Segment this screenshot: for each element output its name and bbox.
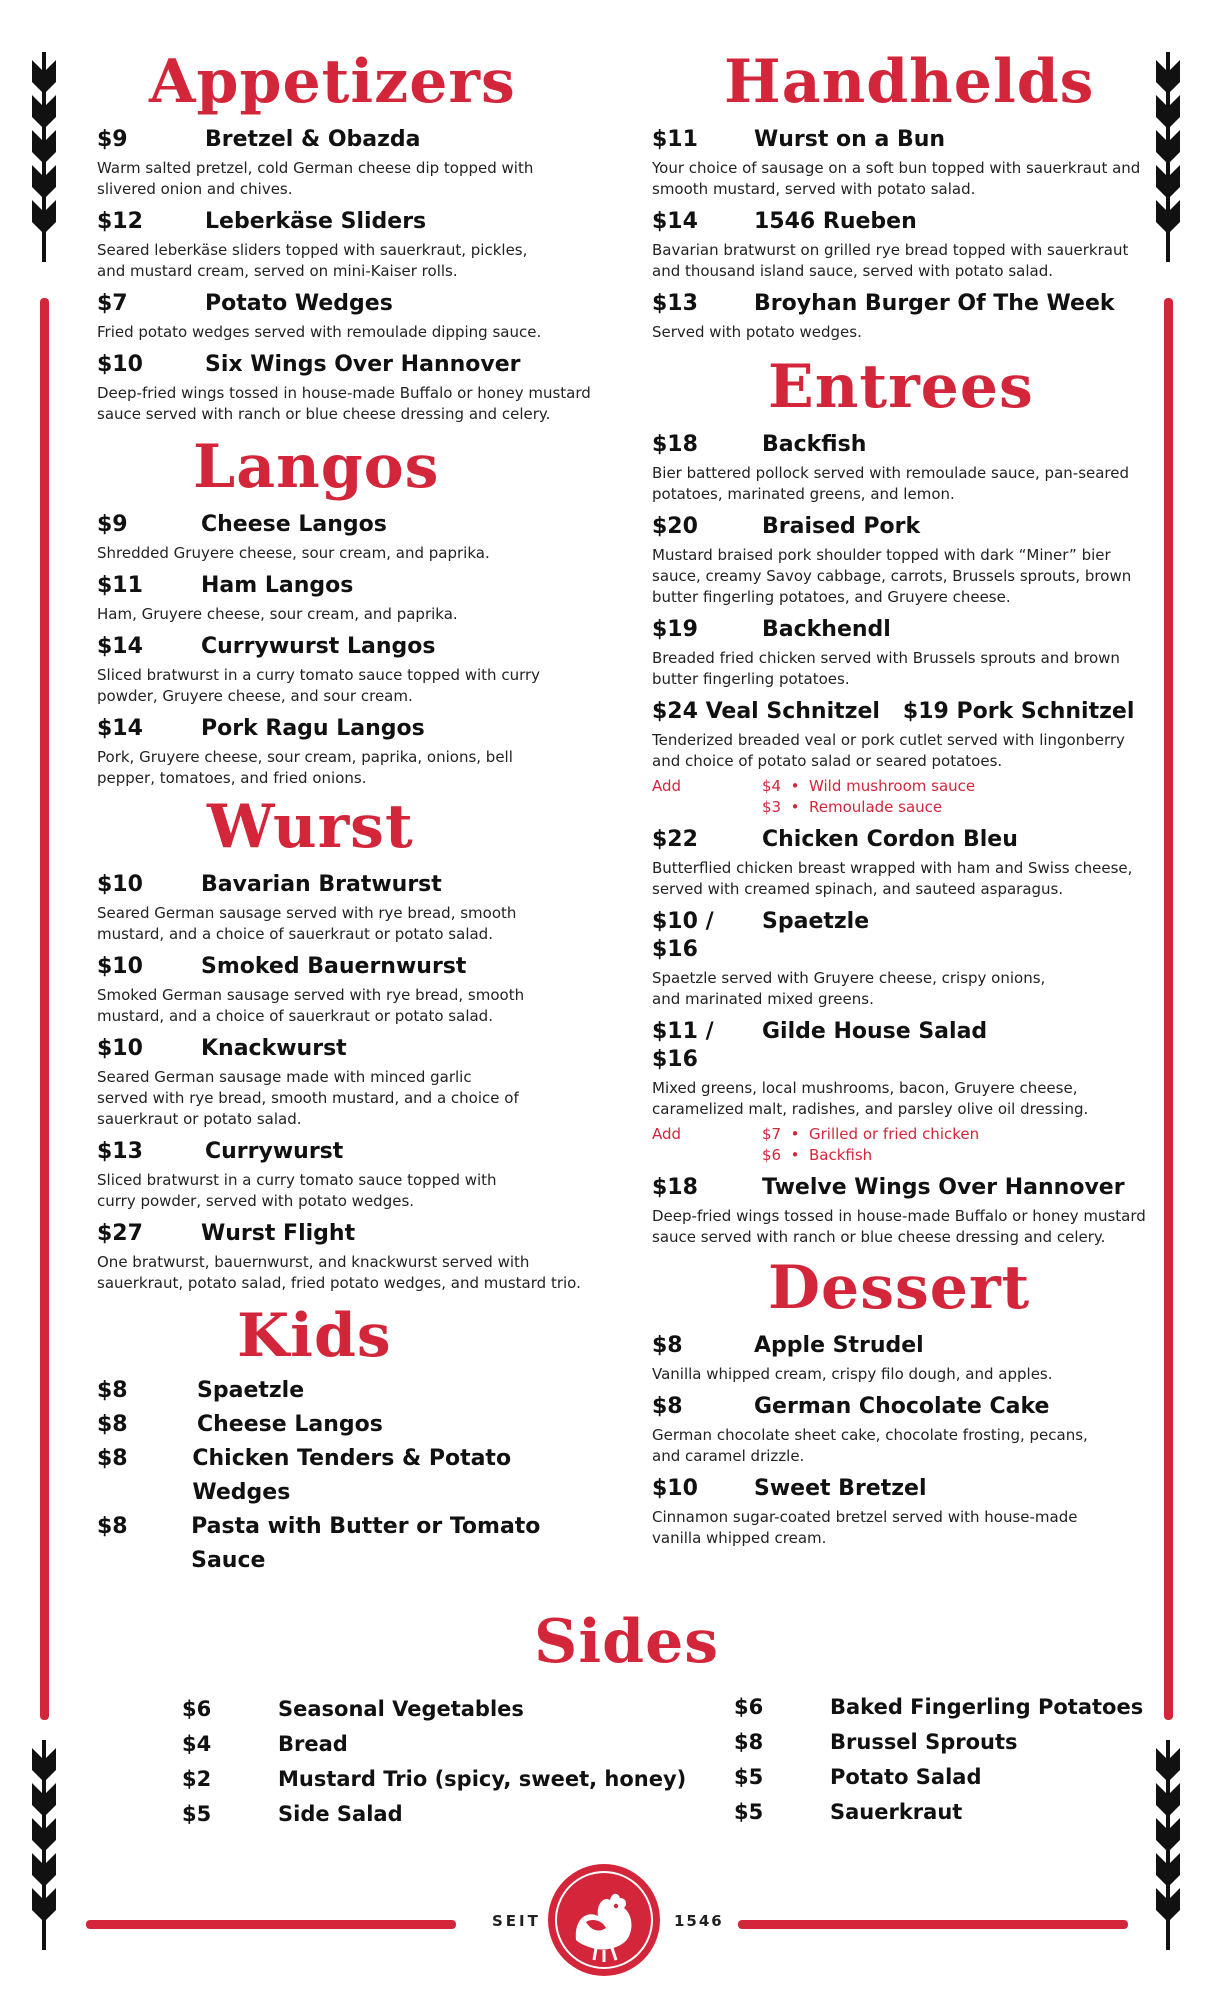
- menu-item: [652, 826, 1152, 900]
- item-desc: Sliced bratwurst in a curry tomato sauce topped with curry powder, Gruyere cheese, and sour cream.: [97, 666, 541, 705]
- menu-item: [97, 1138, 597, 1212]
- left-border-line: [40, 298, 49, 1720]
- item-name: 1546 Rueben: [754, 209, 917, 234]
- item-desc: Fried potato wedges served with remoulade dipping sauce.: [97, 323, 542, 341]
- item-name: Backfish: [762, 432, 867, 457]
- add-label: Add: [652, 1125, 682, 1143]
- item-price: $5: [182, 1802, 212, 1826]
- item-desc: Seared German sausage served with rye bread, smooth mustard, and a choice of sauerkraut or potato salad.: [97, 904, 517, 943]
- item-name: German Chocolate Cake: [754, 1394, 1050, 1419]
- menu-item: [652, 616, 1152, 690]
- item-name: Wurst on a Bun: [754, 127, 946, 152]
- item-desc: Smoked German sausage served with rye bread, smooth mustard, and a choice of sauerkraut or potato salad.: [97, 986, 525, 1025]
- item-desc: Bavarian bratwurst on grilled rye bread topped with sauerkraut and thousand island sauce, served with potato salad.: [652, 241, 1129, 280]
- item-name: Smoked Bauernwurst: [201, 954, 467, 979]
- item-desc: Pork, Gruyere cheese, sour cream, paprika, onions, bell pepper, tomatoes, and fried onions.: [97, 748, 513, 787]
- item-desc: Tenderized breaded veal or pork cutlet served with lingonberry and choice of potato salad or seared potatoes.: [652, 731, 1125, 770]
- item-desc: Mixed greens, local mushrooms, bacon, Gruyere cheese, caramelized malt, radishes, and parsley olive oil dressing.: [652, 1079, 1089, 1118]
- item-desc: Cinnamon sugar-coated bretzel served with house-made vanilla whipped cream.: [652, 1508, 1078, 1547]
- item-desc: Spaetzle served with Gruyere cheese, crispy onions, and marinated mixed greens.: [652, 969, 1046, 1008]
- side-item: [734, 1760, 1143, 1795]
- menu-item: [652, 208, 1152, 282]
- item-price: $22: [652, 827, 698, 852]
- footer-line-left: [86, 1920, 456, 1929]
- sides-left-list: [182, 1692, 686, 1832]
- item-desc: Served with potato wedges.: [652, 323, 862, 341]
- item-desc: Seared German sausage made with minced garlic served with rye bread, smooth mustard, and a choice of sauerkraut or potato salad.: [97, 1068, 519, 1128]
- item-price: $7: [97, 291, 128, 316]
- menu-item: [652, 1018, 1152, 1166]
- menu-item: [652, 513, 1152, 608]
- item-desc: Deep-fried wings tossed in house-made Buffalo or honey mustard sauce served with ranch or blue cheese dressing and celery.: [97, 384, 591, 423]
- item-name: Ham Langos: [201, 573, 354, 598]
- menu-item: [97, 351, 597, 425]
- item-price: $18: [652, 1175, 698, 1200]
- item-price: $11: [97, 573, 143, 598]
- menu-item: [652, 290, 1152, 343]
- addon-option: $4 • Wild mushroom sauce: [762, 777, 976, 795]
- kids-item: [97, 1374, 597, 1408]
- item-price: $4: [182, 1732, 212, 1756]
- menu-item: [97, 1220, 597, 1294]
- menu-item: [97, 633, 597, 707]
- item-price: $19: [652, 617, 698, 642]
- item-price: $8: [97, 1378, 128, 1403]
- menu-item: [97, 572, 597, 625]
- item-price: $12: [97, 209, 143, 234]
- item-name: Pork Ragu Langos: [201, 716, 425, 741]
- entrees-heading: Entrees: [768, 352, 1034, 422]
- item-price: $10 / $16: [652, 909, 714, 962]
- item-desc: Shredded Gruyere cheese, sour cream, and paprika.: [97, 544, 490, 562]
- addon-option: $6 • Backfish: [762, 1146, 873, 1164]
- item-name: Leberkäse Sliders: [205, 209, 427, 234]
- dessert-list: [652, 1332, 1152, 1549]
- item-name: Bretzel & Obazda: [205, 127, 421, 152]
- item-name: Brussel Sprouts: [830, 1730, 1018, 1754]
- item-price: $11: [652, 127, 698, 152]
- wurst-heading: Wurst: [207, 792, 414, 862]
- item-name: Spaetzle: [197, 1378, 305, 1403]
- item-name: Seasonal Vegetables: [278, 1697, 524, 1721]
- item-desc: Vanilla whipped cream, crispy filo dough, and apples.: [652, 1365, 1053, 1383]
- appetizers-heading: Appetizers: [149, 47, 516, 117]
- item-name: Mustard Trio (spicy, sweet, honey): [278, 1767, 687, 1791]
- handhelds-heading: Handhelds: [724, 47, 1095, 117]
- right-border-line: [1164, 298, 1173, 1720]
- item-price: $2: [182, 1767, 212, 1791]
- menu-item: [652, 431, 1152, 505]
- item-desc: Butterflied chicken breast wrapped with ham and Swiss cheese, served with creamed spinach, and sauteed asparagus.: [652, 859, 1133, 898]
- dessert-heading: Dessert: [768, 1253, 1031, 1323]
- item-name: Backhendl: [762, 617, 891, 642]
- item-price: $8: [97, 1412, 128, 1437]
- menu-item: [652, 1393, 1152, 1467]
- item-price: $27: [97, 1221, 143, 1246]
- item-price: $6: [182, 1697, 212, 1721]
- langos-heading: Langos: [193, 432, 440, 502]
- item-price: $13: [97, 1139, 143, 1164]
- item-desc: Breaded fried chicken served with Brussels sprouts and brown butter fingerling potatoes.: [652, 649, 1120, 688]
- item-name: Baked Fingerling Potatoes: [830, 1695, 1144, 1719]
- item-name: Pasta with Butter or Tomato Sauce: [191, 1514, 541, 1573]
- item-price: $8: [97, 1446, 128, 1471]
- kids-list: [97, 1374, 597, 1578]
- wheat-icon-top-left: [28, 52, 60, 262]
- item-desc: Seared leberkäse sliders topped with sauerkraut, pickles, and mustard cream, served on mini-Kaiser rolls.: [97, 241, 528, 280]
- sides-right-list: [734, 1690, 1143, 1830]
- wurst-list: [97, 871, 597, 1294]
- menu-item: [97, 126, 597, 200]
- side-item: [734, 1725, 1143, 1760]
- item-price: $5: [734, 1765, 764, 1789]
- item-price: $9: [97, 512, 128, 537]
- kids-item: [97, 1510, 597, 1578]
- item-name: Cheese Langos: [201, 512, 387, 537]
- item-desc: German chocolate sheet cake, chocolate frosting, pecans, and caramel drizzle.: [652, 1426, 1088, 1465]
- item-name: Wurst Flight: [201, 1221, 356, 1246]
- item-price: $14: [97, 634, 143, 659]
- item-name: Cheese Langos: [197, 1412, 383, 1437]
- menu-item: [97, 1035, 597, 1130]
- side-item: [182, 1797, 686, 1832]
- menu-item: [652, 1174, 1152, 1248]
- item-desc: Your choice of sausage on a soft bun topped with sauerkraut and smooth mustard, served with potato salad.: [652, 159, 1141, 198]
- item-name: Apple Strudel: [754, 1333, 924, 1358]
- side-item: [182, 1727, 686, 1762]
- item-name: Sweet Bretzel: [754, 1476, 927, 1501]
- entrees-list: [652, 431, 1152, 1248]
- menu-item: [97, 511, 597, 564]
- item-desc: Mustard braised pork shoulder topped with dark “Miner” bier sauce, creamy Savoy cabbage, carrots, Brussels sprouts, brown butter fingerling potatoes, and Gruyere cheese.: [652, 546, 1132, 606]
- menu-item: [97, 208, 597, 282]
- kids-item: [97, 1408, 597, 1442]
- item-name: Spaetzle: [762, 909, 870, 934]
- item-price: $10: [97, 352, 143, 377]
- addon-option: $3 • Remoulade sauce: [762, 798, 943, 816]
- appetizers-list: [97, 126, 597, 425]
- item-price: $8: [97, 1514, 128, 1539]
- item-name: Knackwurst: [201, 1036, 347, 1061]
- item-price: $18: [652, 432, 698, 457]
- wheat-icon-bottom-left: [28, 1740, 60, 1950]
- item-price: $10: [97, 872, 143, 897]
- item-name: Chicken Tenders & Potato Wedges: [192, 1446, 512, 1505]
- sides-heading: Sides: [534, 1607, 720, 1677]
- menu-item: [97, 871, 597, 945]
- menu-item: [652, 1332, 1152, 1385]
- item-name: Sauerkraut: [830, 1800, 963, 1824]
- item-name: Potato Wedges: [205, 291, 393, 316]
- item-price: $10: [97, 1036, 143, 1061]
- wheat-icon-top-right: [1152, 52, 1184, 262]
- salad-addons: [652, 1124, 1152, 1166]
- wheat-icon-bottom-right: [1152, 1740, 1184, 1950]
- kids-item: [97, 1442, 597, 1510]
- item-price: $8: [734, 1730, 764, 1754]
- item-price: $11 / $16: [652, 1019, 714, 1072]
- seit-label: SEIT: [492, 1912, 541, 1930]
- item-desc: Sliced bratwurst in a curry tomato sauce topped with curry powder, served with potato wedges.: [97, 1171, 497, 1210]
- item-name: Broyhan Burger Of The Week: [754, 291, 1115, 316]
- item-name: Currywurst Langos: [201, 634, 436, 659]
- item-name: Bread: [278, 1732, 348, 1756]
- kids-heading: Kids: [237, 1301, 392, 1371]
- item-price: $6: [734, 1695, 764, 1719]
- item-name: Currywurst: [205, 1139, 344, 1164]
- item-price: $20: [652, 514, 698, 539]
- item-price: $9: [97, 127, 128, 152]
- menu-item: [652, 1475, 1152, 1549]
- footer-line-right: [738, 1920, 1128, 1929]
- menu-item: [652, 126, 1152, 200]
- item-desc: Warm salted pretzel, cold German cheese dip topped with slivered onion and chives.: [97, 159, 534, 198]
- langos-list: [97, 511, 597, 789]
- item-desc: One bratwurst, bauernwurst, and knackwurst served with sauerkraut, potato salad, fried potato wedges, and mustard trio.: [97, 1253, 581, 1292]
- menu-item: [97, 290, 597, 343]
- side-item: [182, 1762, 686, 1797]
- side-item: [734, 1690, 1143, 1725]
- item-name: Twelve Wings Over Hannover: [762, 1175, 1125, 1200]
- item-desc: Deep-fried wings tossed in house-made Buffalo or honey mustard sauce served with ranch or blue cheese dressing and celery.: [652, 1207, 1146, 1246]
- item-name: Gilde House Salad: [762, 1019, 988, 1044]
- item-desc: Ham, Gruyere cheese, sour cream, and paprika.: [97, 605, 458, 623]
- right-column: [652, 46, 1152, 1549]
- item-price: $14: [97, 716, 143, 741]
- item-name: Braised Pork: [762, 514, 921, 539]
- item-price: $13: [652, 291, 698, 316]
- year-label: 1546: [674, 1912, 724, 1930]
- item-price: $5: [734, 1800, 764, 1824]
- schnitzel-line: $24 Veal Schnitzel $19 Pork Schnitzel: [652, 699, 1135, 724]
- item-name: Side Salad: [278, 1802, 403, 1826]
- menu-item: [97, 953, 597, 1027]
- menu-item: [97, 715, 597, 789]
- item-price: $10: [652, 1476, 698, 1501]
- item-price: $8: [652, 1394, 683, 1419]
- side-item: [182, 1692, 686, 1727]
- item-name: Chicken Cordon Bleu: [762, 827, 1018, 852]
- item-price: $8: [652, 1333, 683, 1358]
- schnitzel-addons: [652, 776, 1152, 818]
- add-label: Add: [652, 777, 682, 795]
- addon-option: $7 • Grilled or fried chicken: [762, 1125, 980, 1143]
- item-name: Potato Salad: [830, 1765, 982, 1789]
- side-item: [734, 1795, 1143, 1830]
- left-column: [97, 46, 597, 1578]
- item-name: Six Wings Over Hannover: [205, 352, 521, 377]
- schnitzel-item: [652, 698, 1152, 818]
- rooster-logo-icon: [546, 1862, 662, 1978]
- handhelds-list: [652, 126, 1152, 343]
- item-desc: Bier battered pollock served with remoulade sauce, pan-seared potatoes, marinated greens, and lemon.: [652, 464, 1130, 503]
- item-price: $10: [97, 954, 143, 979]
- item-name: Bavarian Bratwurst: [201, 872, 442, 897]
- item-price: $14: [652, 209, 698, 234]
- menu-item: [652, 908, 1152, 1010]
